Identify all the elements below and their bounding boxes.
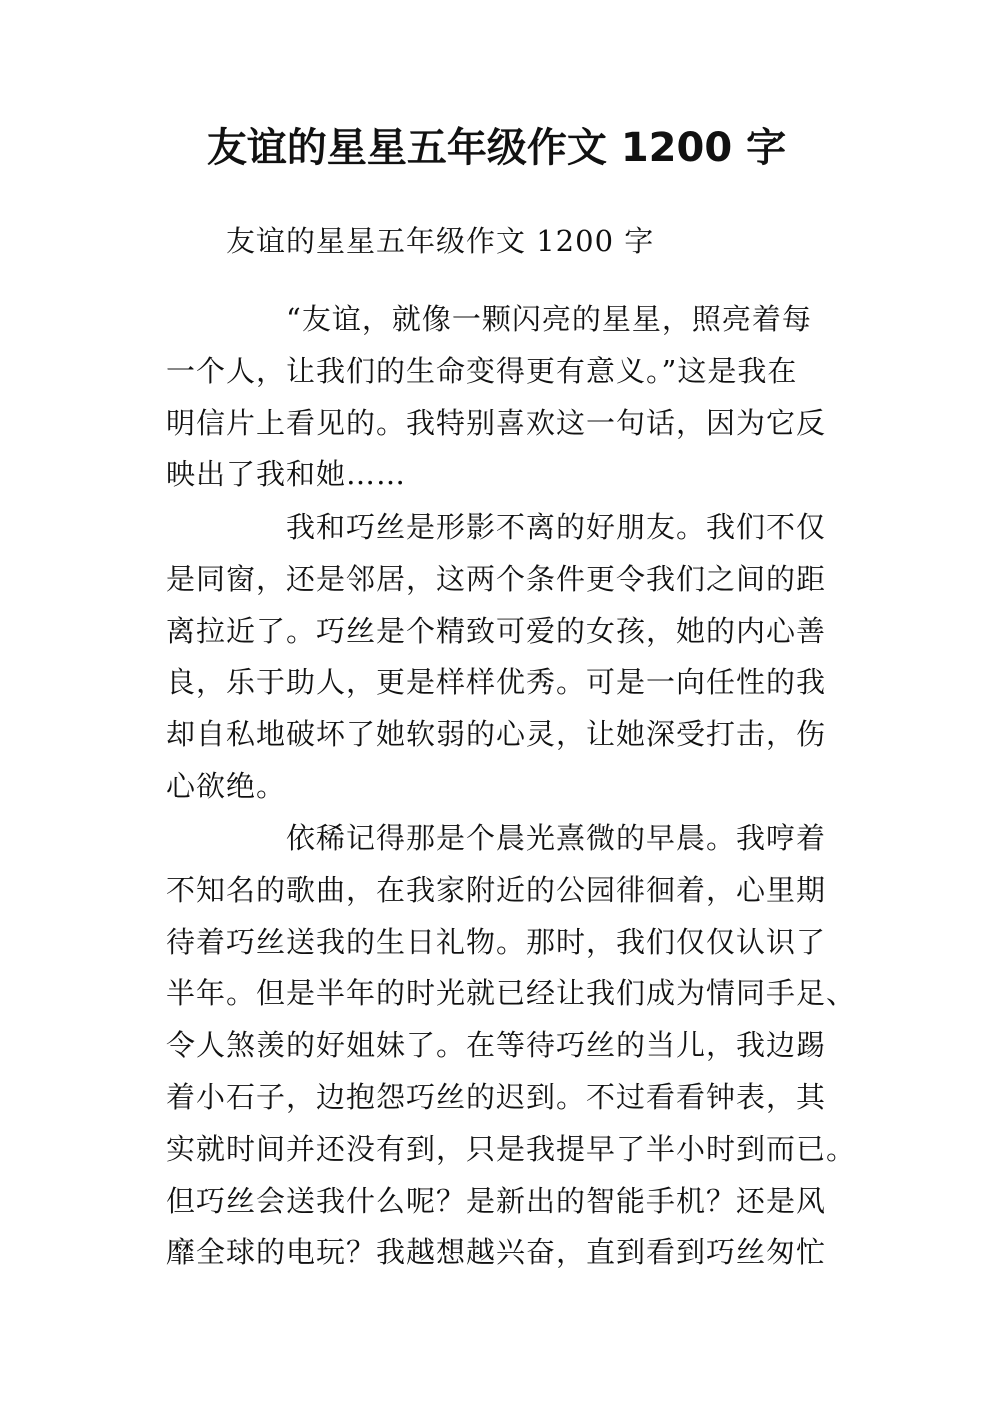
paragraph-line: 明信片上看见的。我特别喜欢这一句话，因为它反 (166, 405, 827, 440)
paragraph-line: 我和巧丝是形影不离的好朋友。我们不仅 (286, 510, 827, 544)
paragraph-line: 是同窗，还是邻居，这两个条件更令我们之间的距 (166, 561, 827, 596)
paragraph-line: 待着巧丝送我的生日礼物。那时，我们仅仅认识了 (166, 924, 827, 959)
document-subtitle: 友谊的星星五年级作文 1200 字 (226, 224, 655, 258)
paragraph-line: 离拉近了。巧丝是个精致可爱的女孩，她的内心善 (166, 613, 827, 648)
paragraph-line: 令人煞羡的好姐妹了。在等待巧丝的当儿，我边踢 (166, 1028, 827, 1063)
paragraph-line: “友谊，就像一颗闪亮的星星，照亮着每 (286, 302, 812, 336)
paragraph-line: 靡全球的电玩？我越想越兴奋，直到看到巧丝匆忙 (166, 1235, 827, 1270)
paragraph-3 (166, 813, 857, 1279)
paragraph-1 (166, 294, 846, 501)
paragraph-line: 半年。但是半年的时光就已经让我们成为情同手足、 (166, 976, 857, 1011)
paragraph-line: 不知名的歌曲，在我家附近的公园徘徊着，心里期 (166, 872, 827, 907)
paragraph-line: 实就时间并还没有到，只是我提早了半小时到而已。 (166, 1131, 857, 1166)
paragraph-2 (166, 502, 846, 813)
paragraph-line: 却自私地破坏了她软弱的心灵，让她深受打击，伤 (166, 717, 827, 752)
paragraph-line: 但巧丝会送我什么呢？是新出的智能手机？还是风 (166, 1183, 827, 1218)
paragraph-line: 依稀记得那是个晨光熹微的早晨。我哼着 (286, 821, 827, 855)
paragraph-line: 映出了我和她…… (166, 457, 407, 492)
paragraph-line: 一个人，让我们的生命变得更有意义。”这是我在 (166, 353, 798, 388)
paragraph-line: 良，乐于助人，更是样样优秀。可是一向任性的我 (166, 665, 827, 700)
paragraph-line: 心欲绝。 (166, 768, 287, 803)
paragraph-line: 着小石子，边抱怨巧丝的迟到。不过看看钟表，其 (166, 1079, 827, 1114)
document-title: 友谊的星星五年级作文 1200 字 (206, 125, 787, 171)
